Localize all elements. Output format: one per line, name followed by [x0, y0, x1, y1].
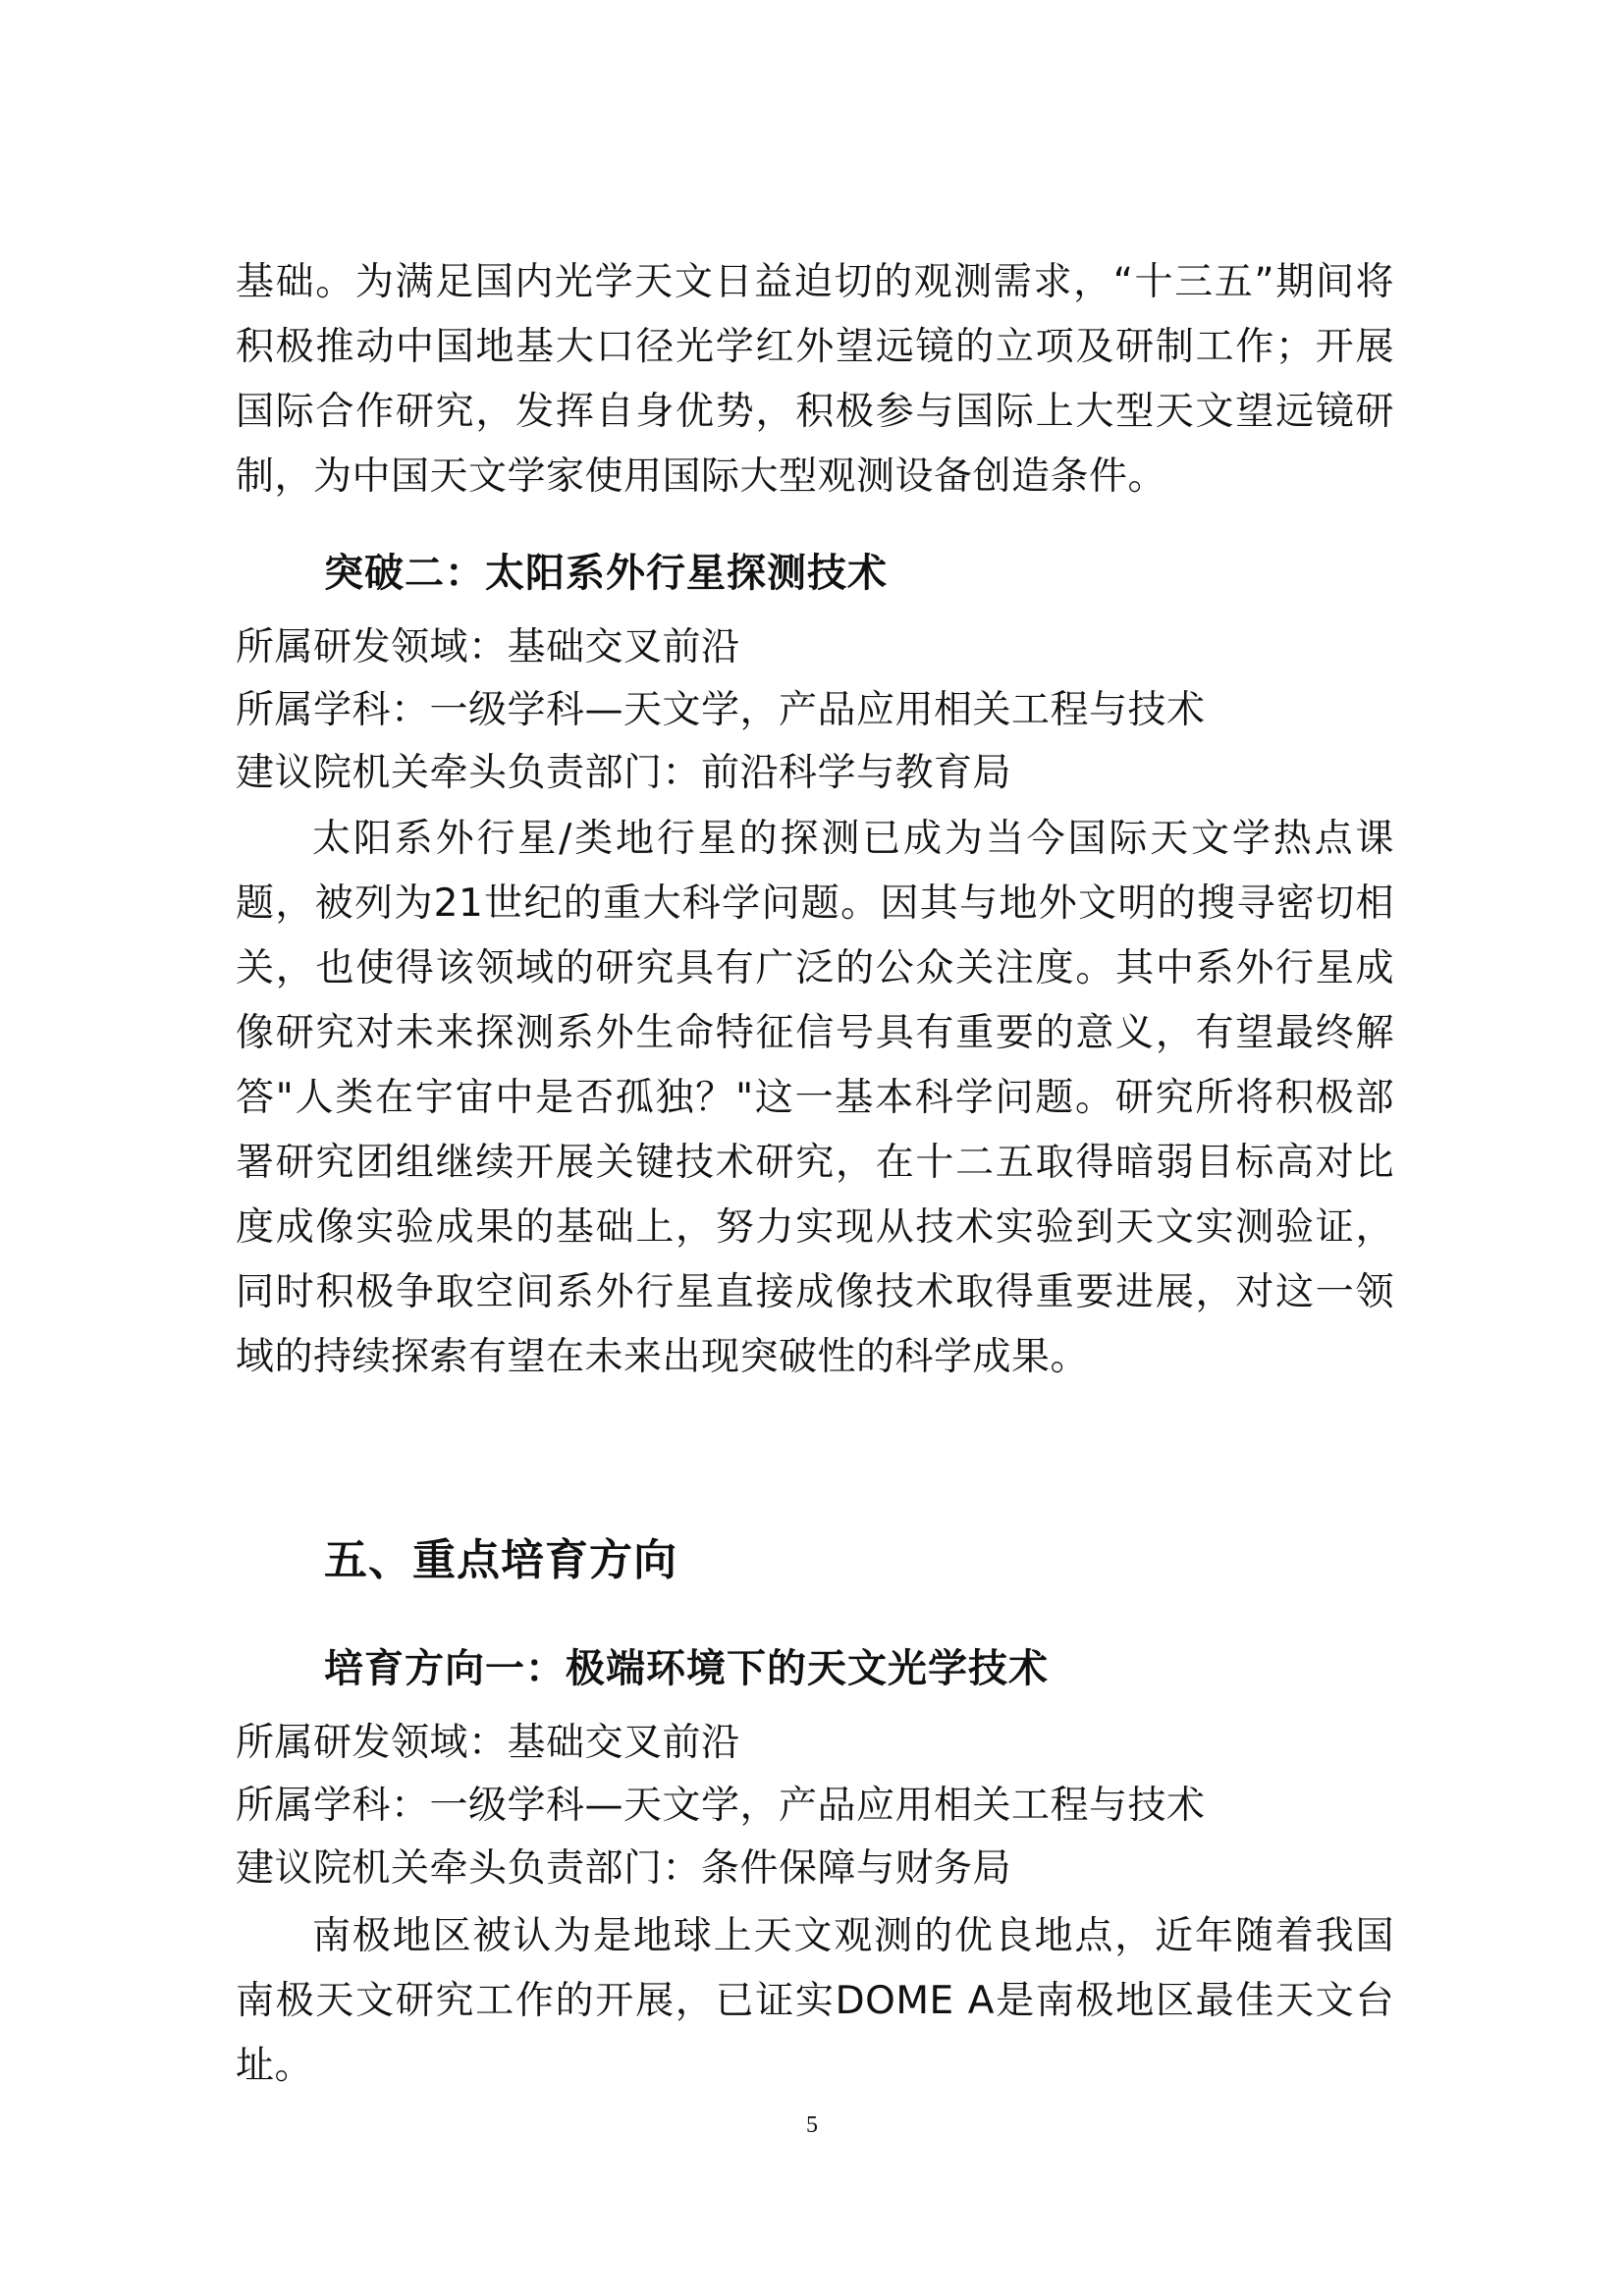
page-number: 5	[806, 2112, 818, 2138]
direction-1-heading: 培育方向一：极端环境下的天文光学技术	[324, 1646, 1049, 1691]
breakthrough-2-discipline: 所属学科：一级学科—天文学，产品应用相关工程与技术	[236, 688, 1206, 732]
section-5-heading: 五、重点培育方向	[324, 1535, 677, 1585]
direction-1-discipline: 所属学科：一级学科—天文学，产品应用相关工程与技术	[236, 1784, 1206, 1828]
breakthrough-2-heading: 突破二：太阳系外行星探测技术	[324, 551, 888, 596]
breakthrough-2-department: 建议院机关牵头负责部门：前沿科学与教育局	[236, 751, 1012, 795]
breakthrough-2-body: 太阳系外行星/类地行星的探测已成为当今国际天文学热点课题，被列为21世纪的重大科学问题。因其与地外文明的搜寻密切相关，也使得该领域的研究具有广泛的公众关注度。其中系外行星成像研究对未来探测系外生命特征信号具有重要的意义，有望最终解答"人类在宇宙中是否孤独？"这一基本科学问题。研究所将积极部署研究团组继续开展关键技术研究，在十二五取得暗弱目标高对比度成像实验成果的基础上，努力实现从技术实验到天文实测验证，同时积极争取空间系外行星直接成像技术取得重要进展，对这一领域的持续探索有望在未来出现突破性的科学成果。	[236, 817, 1394, 1379]
intro-paragraph: 基础。为满足国内光学天文日益迫切的观测需求，“十三五”期间将积极推动中国地基大口径光学红外望远镜的立项及研制工作；开展国际合作研究，发挥自身优势，积极参与国际上大型天文望远镜研制，为中国天文学家使用国际大型观测设备创造条件。	[236, 260, 1394, 499]
direction-1-field: 所属研发领域：基础交叉前沿	[236, 1721, 740, 1765]
direction-1-department: 建议院机关牵头负责部门：条件保障与财务局	[236, 1846, 1012, 1891]
direction-1-body: 南极地区被认为是地球上天文观测的优良地点，近年随着我国南极天文研究工作的开展，已证实DOME A是南极地区最佳天文台址。	[236, 1914, 1394, 2088]
breakthrough-2-field: 所属研发领域：基础交叉前沿	[236, 625, 740, 669]
